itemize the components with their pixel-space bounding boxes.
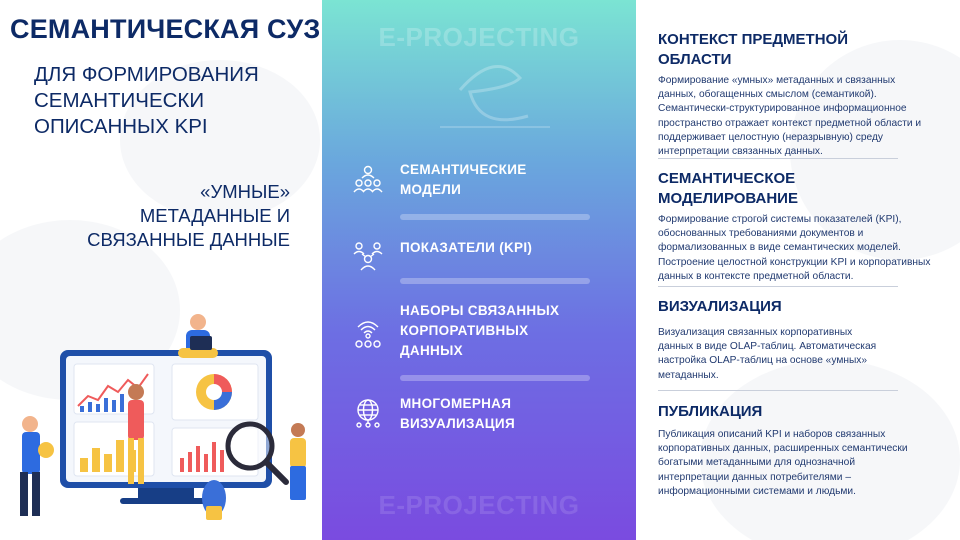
text-line: Формирование «умных» метаданных и связанных xyxy=(658,75,896,86)
center-panel xyxy=(322,0,636,540)
text-line: богатыми метаданными для однозначной xyxy=(658,457,856,469)
menu-item-linked-datasets[interactable] xyxy=(352,301,622,363)
section-publication xyxy=(658,402,954,499)
section-heading xyxy=(658,30,954,70)
heading-line: КОНТЕКСТ ПРЕДМЕТНОЙ xyxy=(658,31,848,48)
section-domain-context xyxy=(658,30,954,159)
menu-item-visualization[interactable] xyxy=(352,394,622,438)
monitor-base xyxy=(120,498,212,504)
section-divider xyxy=(658,390,898,391)
heading-line: МОДЕЛИРОВАНИЕ xyxy=(658,190,798,207)
brand-watermark: E-PROJECTING xyxy=(378,22,580,52)
section-visualization xyxy=(658,297,954,383)
text-line: интерпретации связанных данных. xyxy=(658,146,823,158)
brand-watermark-bottom: E-PROJECTING xyxy=(378,490,580,520)
network-signal-icon xyxy=(352,317,384,349)
section-divider xyxy=(658,158,898,159)
page-title: СЕМАНТИЧЕСКАЯ СУЗ xyxy=(10,14,321,44)
kpi-people-icon xyxy=(352,240,384,272)
text-line: данных, обогащенных смыслом (семантикой). xyxy=(658,89,877,101)
analytics-illustration xyxy=(8,308,318,528)
tagline-line: МЕТАДАННЫЕ И xyxy=(139,205,290,226)
text-line: Семантически-структурированное информационное xyxy=(658,103,907,115)
text-line: информационными системами и людьми. xyxy=(658,485,856,497)
menu-item-kpi[interactable] xyxy=(352,238,622,278)
monitor-stand xyxy=(138,488,194,498)
text-line: настройка OLAP-таблиц на основе «умных» xyxy=(658,355,868,367)
heading-line: ОБЛАСТИ xyxy=(658,51,732,68)
menu-label-line: ПОКАЗАТЕЛИ (KPI) xyxy=(400,240,533,255)
section-text xyxy=(658,326,954,383)
text-line: данных в виде OLAP-таблиц. Автоматическая xyxy=(658,341,877,353)
text-line: пространство отражает контекст предметной области и xyxy=(658,117,922,129)
e-logo-watermark xyxy=(440,30,550,140)
menu-label xyxy=(400,394,600,434)
menu-label xyxy=(400,160,600,200)
text-line: данных в контексте предметной области. xyxy=(658,270,854,282)
text-line: обоснованных требованиями документов и xyxy=(658,228,864,240)
heading-line: ВИЗУАЛИЗАЦИЯ xyxy=(658,298,782,315)
section-heading xyxy=(658,402,954,422)
heading-line: ПУБЛИКАЦИЯ xyxy=(658,403,763,420)
menu-divider xyxy=(400,214,590,220)
heading-line: СЕМАНТИЧЕСКОЕ xyxy=(658,170,796,187)
section-semantic-modeling xyxy=(658,169,954,284)
menu-label-line: СЕМАНТИЧЕСКИЕ xyxy=(400,162,527,177)
menu-label-line: ВИЗУАЛИЗАЦИЯ xyxy=(400,416,515,431)
menu-label-line: НАБОРЫ СВЯЗАННЫХ xyxy=(400,303,560,318)
left-panel xyxy=(0,0,322,540)
tagline-line: «УМНЫЕ» xyxy=(200,181,290,202)
subtitle-line: ОПИСАННЫХ KPI xyxy=(34,115,208,138)
team-icon xyxy=(352,162,384,194)
subtitle xyxy=(34,62,259,140)
menu-label-line: КОРПОРАТИВНЫХ xyxy=(400,323,529,338)
globe-icon xyxy=(352,396,384,428)
text-line: Визуализация связанных корпоративных xyxy=(658,327,853,338)
section-text xyxy=(658,428,954,499)
text-line: Публикация описаний KPI и наборов связанных xyxy=(658,429,886,440)
tagline xyxy=(30,180,290,252)
right-panel xyxy=(636,0,960,540)
menu-label xyxy=(400,301,600,361)
text-line: корпоративных данных, расширенных семантически xyxy=(658,443,908,455)
menu-label-line: ДАННЫХ xyxy=(400,343,463,358)
menu-divider xyxy=(400,375,590,381)
text-line: интерпретации данных потребителями – xyxy=(658,471,851,483)
menu-divider xyxy=(400,278,590,284)
text-line: формализованных в виде семантических моделей. xyxy=(658,242,901,254)
subtitle-line: СЕМАНТИЧЕСКИ xyxy=(34,89,205,112)
section-divider xyxy=(658,286,898,287)
section-heading xyxy=(658,169,954,209)
text-line: Построение целостной конструкции KPI и корпоративных xyxy=(658,256,931,268)
text-line: метаданных. xyxy=(658,369,719,381)
section-text xyxy=(658,213,954,284)
text-line: поддерживает целостную (неразрывную) среду xyxy=(658,131,883,143)
menu-label-line: МОДЕЛИ xyxy=(400,182,462,197)
subtitle-line: ДЛЯ ФОРМИРОВАНИЯ xyxy=(34,63,259,86)
menu-label xyxy=(400,238,600,258)
tagline-line: СВЯЗАННЫЕ ДАННЫЕ xyxy=(87,229,290,250)
text-line: Формирование строгой системы показателей (KPI), xyxy=(658,214,902,225)
menu-label-line: МНОГОМЕРНАЯ xyxy=(400,396,512,411)
section-heading xyxy=(658,297,954,317)
section-text xyxy=(658,74,954,159)
